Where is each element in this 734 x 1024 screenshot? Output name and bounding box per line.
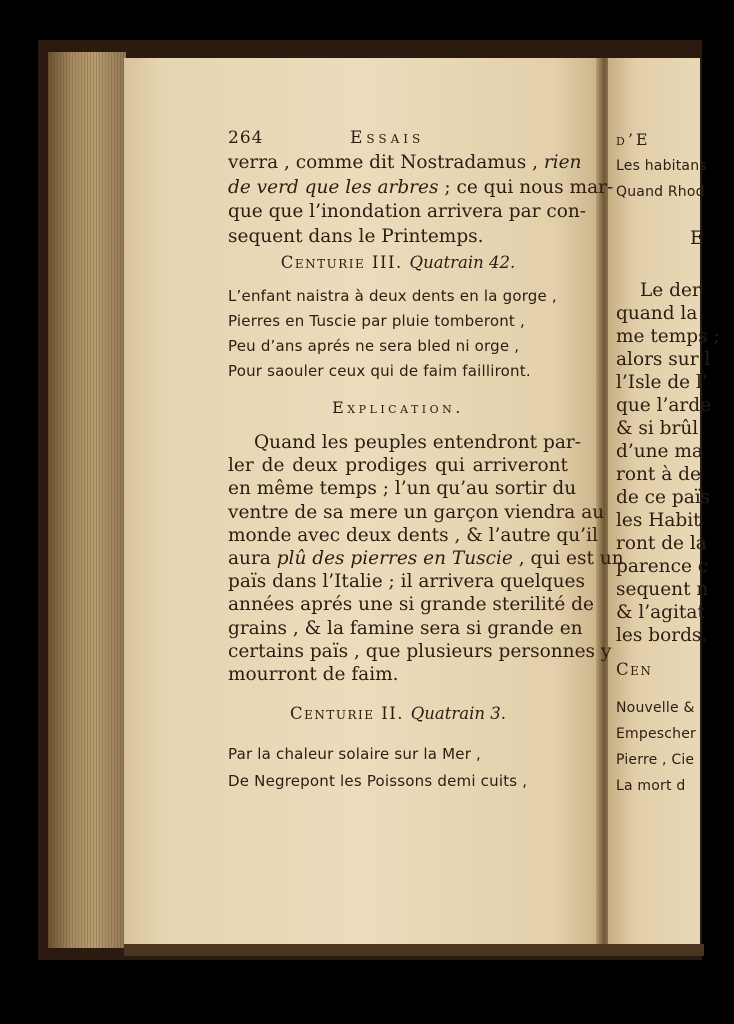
right-running-title: d’E <box>616 130 651 149</box>
text-run: , qui est un <box>512 548 624 569</box>
verse-line: Pour saouler ceux qui de faim failliront. <box>228 362 531 380</box>
text-line <box>228 453 568 478</box>
book-bottom-edge <box>124 944 704 956</box>
italic-text: de verd que les arbres <box>228 176 439 198</box>
text-line <box>228 500 605 525</box>
text-run: ler de deux prodiges qui arriveront <box>228 455 568 477</box>
text-line <box>228 616 583 641</box>
text-line <box>254 430 581 455</box>
verse-line: Peu d’ans aprés ne sera bled ni orge , <box>228 337 520 355</box>
verse-line: De Negrepont les Poissons demi cuits , <box>228 772 528 790</box>
italic-text: plû des pierres en Tuscie <box>276 548 513 569</box>
quatrain-label: Quatrain 42. <box>409 253 516 272</box>
text-run: monde avec deux dents , & l’autre qu’il <box>228 524 598 546</box>
right-text-line: Le der <box>640 280 701 301</box>
right-text-line: l’Isle de l’ <box>616 372 708 393</box>
right-text-line: Les habitans <box>616 158 707 174</box>
right-text-line: que l’arde <box>616 395 712 416</box>
text-line <box>228 199 587 224</box>
running-title: Essais <box>350 128 425 148</box>
right-text-line: de ce païs <box>616 487 711 508</box>
text-line <box>228 569 585 594</box>
text-run: en même temps ; l’un qu’au sortir du <box>228 478 577 500</box>
text-run: aura <box>228 548 277 569</box>
text-run: grains , & la famine sera si grande en <box>228 617 583 639</box>
text-line <box>228 546 624 571</box>
italic-text: rien <box>543 152 582 173</box>
right-text-line: me temps ; <box>616 326 720 347</box>
right-text-line: ront de la <box>616 533 707 554</box>
text-line <box>228 639 612 664</box>
right-text-line: & si brûl <box>616 418 699 439</box>
right-text-line: parence c <box>616 556 709 577</box>
text-line <box>228 476 577 501</box>
right-text-line: ront à de <box>616 464 701 485</box>
text-line <box>228 592 594 617</box>
verse-line: L’enfant naistra à deux dents en la gorge , <box>228 287 557 305</box>
centurie-label: Centurie III. <box>280 253 403 272</box>
text-run: Quand les peuples entendront par- <box>254 432 581 453</box>
verse-line: Par la chaleur solaire sur la Mer , <box>228 745 482 763</box>
page-fore-edge <box>48 52 126 948</box>
verse-line: Pierres en Tuscie par pluie tomberont , <box>228 312 525 330</box>
text-run: années aprés une si grande sterilité de <box>228 594 594 616</box>
right-text-line: Pierre , Cie <box>616 752 695 768</box>
right-text-line: alors sur l <box>616 349 711 370</box>
text-run: ; ce qui nous mar- <box>438 176 614 198</box>
right-text-line: E <box>690 228 704 249</box>
right-text-line: & l’agitat <box>616 602 705 623</box>
right-text-line: quand la <box>616 303 698 324</box>
text-run: que que l’inondation arrivera par con- <box>228 201 587 222</box>
right-text-line: d’une ma <box>616 441 703 462</box>
text-line <box>228 662 568 687</box>
centurie-label: Centurie II. <box>289 704 405 723</box>
text-run: sequent dans le Printemps. <box>228 225 484 247</box>
right-text-line: Cen <box>616 660 653 679</box>
right-text-line: Empescher <box>616 726 697 742</box>
centurie-heading-2 <box>228 704 568 723</box>
text-run: ventre de sa mere un garçon viendra au <box>228 501 605 523</box>
quatrain-label: Quatrain 3. <box>410 704 507 723</box>
text-line <box>228 523 598 548</box>
right-text-line: les Habit <box>616 510 701 531</box>
right-text-line: les bords. <box>616 625 708 646</box>
text-line <box>228 150 582 175</box>
right-text-line: Quand Rhod <box>616 184 705 200</box>
text-line <box>228 175 614 200</box>
text-line <box>228 224 568 249</box>
text-run: païs dans l’Italie ; il arrivera quelques <box>228 571 585 593</box>
page-number: 264 <box>228 128 264 148</box>
text-run: certains païs , que plusieurs personnes y <box>228 640 612 662</box>
explication-heading: Explication. <box>332 398 464 417</box>
text-run: verra , comme dit Nostradamus , <box>228 152 544 173</box>
right-text-line: Nouvelle & <box>616 700 695 716</box>
centurie-heading-1 <box>228 253 568 272</box>
right-text-line: sequent n <box>616 579 709 600</box>
right-text-line: La mort d <box>616 778 686 794</box>
text-run: mourront de faim. <box>228 664 399 685</box>
